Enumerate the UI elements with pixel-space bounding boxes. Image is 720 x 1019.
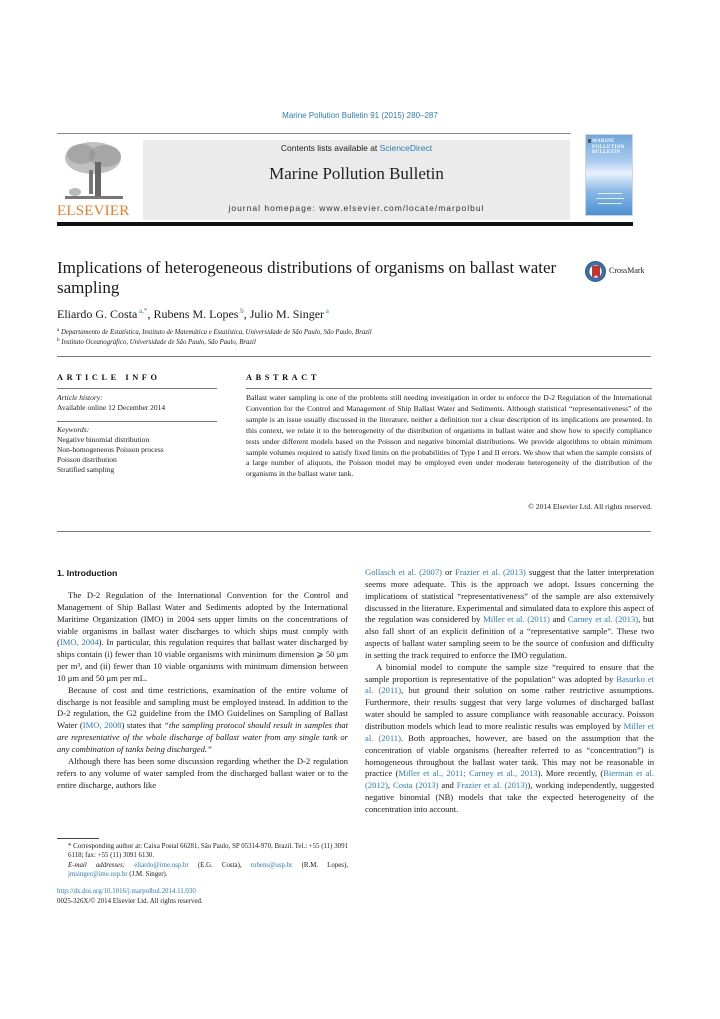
citation-link[interactable]: Gollasch et al. (2007): [365, 567, 442, 577]
author-affiliation-mark[interactable]: b: [240, 307, 244, 315]
text: ,: [387, 780, 394, 791]
text: and: [438, 780, 457, 791]
keywords-label: Keywords:: [57, 425, 90, 434]
author-affiliation-mark[interactable]: a,*: [139, 307, 148, 315]
masthead: [143, 140, 570, 220]
citation-link[interactable]: Bierman et al. (2012): [365, 768, 654, 791]
masthead-divider: [57, 133, 571, 134]
crossmark-label: CrossMark: [609, 266, 645, 275]
divider: [57, 388, 217, 389]
email-link[interactable]: jmsinger@ime.usp.br: [68, 871, 128, 879]
affiliation: [57, 328, 372, 336]
keyword: Negative binomial distribution: [57, 435, 150, 444]
divider: [246, 388, 652, 389]
author-affiliation-mark[interactable]: a: [325, 307, 329, 315]
citation-link[interactable]: IMO, 2008: [82, 720, 122, 731]
citation-link[interactable]: Frazier et al. (2013): [455, 567, 526, 577]
contents-prefix: Contents lists available at: [280, 143, 380, 153]
text: , but also fall short of an explicit definition of a “representative sample”. These two aspects of ballast water sampling seem to be the source of confusion and difficulty in setting the track required to enforce the IMO regulation.: [365, 614, 655, 660]
elsevier-logo[interactable]: [57, 138, 129, 220]
text: A binomial model to compute the sample size “required to ensure that the sample proportion is representative of the population” was adopted by: [365, 661, 654, 684]
citation-link[interactable]: Frazier et al. (2013): [456, 780, 528, 791]
cover-wave-decoration: [598, 193, 622, 194]
paragraph: [57, 590, 348, 685]
email-link[interactable]: eliardo@ime.usp.br: [134, 861, 189, 869]
abstract-copyright: © 2014 Elsevier Ltd. All rights reserved.: [528, 502, 652, 511]
paragraph: [57, 685, 348, 756]
footnote-divider: [57, 838, 99, 839]
email-label: E-mail addresses:: [68, 861, 135, 869]
journal-cover-thumbnail[interactable]: [585, 134, 633, 216]
paragraph: [365, 662, 654, 816]
citation-link[interactable]: Miller et al. (2011): [483, 614, 550, 625]
article-history: [57, 393, 217, 413]
affiliation-mark: b: [57, 338, 60, 343]
cover-wave-decoration: [598, 203, 622, 204]
text: ). More recently, (: [537, 768, 604, 779]
journal-reference-link[interactable]: Marine Pollution Bulletin 91 (2015) 280–287: [282, 111, 438, 120]
abstract-text: Ballast water sampling is one of the problems still needing investigation in order to enforce the D-2 Regulation of the International Convention for the Control and Management of Ship Ballast Water and Sediments. Although statistical “representativeness” of the sample is an issue usually discussed in the literature, neither a definition nor a clear description of its implications are presented. In this context, we relate it to the heterogeneity of the distribution of organisms in ballast water and show how to specify compliance tests under different models based on the Poisson and negative binomial distributions. We provide algorithms to obtain minimum sample volumes required to satisfy fixed limits on the probabilities of Type I and II errors. We show that when the sample consists of a large number of aliquots, the Poisson model may be employed even under moderate heterogeneity of the distribution of the organisms in the ballast water tank.: [246, 393, 652, 479]
crossmark-button[interactable]: [585, 261, 675, 283]
citation-link[interactable]: Miller et al. (2011): [365, 720, 654, 743]
citation-link[interactable]: Miller et al., 2011; Carney et al., 2013: [398, 768, 538, 779]
citation-link[interactable]: Costa (2013): [393, 780, 439, 791]
paragraph: [365, 567, 654, 662]
text: , but ground their solution on some rather restrictive assumptions. Furthermore, their results suggest that very large volumes of discharged ballast water should be sampled to assure compliance with reasonable accuracy. Poisson distribution models which lead to more realistic results was employed by: [365, 685, 655, 731]
email-addresses: [57, 861, 348, 880]
text: ), working independently, suggested negative binomial (NB) models that take the expected heterogeneity of the concentration into account.: [365, 780, 655, 814]
text: ). In particular, this regulation requires that ballast water discharged by ships contain (i) fewer than 10 viable organisms with minimum dimension ⩾ 50 μm per m³, and (ii) fewer than 10 viable organisms with minimum dimension between 10 μm and 50 μm per mL.: [57, 637, 348, 683]
text: (E.G. Costa),: [188, 861, 251, 869]
text: ) states that: [121, 720, 165, 731]
corresponding-author-note: * Corresponding author at: Caixa Postal 66281, São Paulo, SP 05314-970, Brazil. Tel.: +55 (11) 3091 6118; fax: +55 (11) 3091 6130.: [68, 843, 348, 860]
author-name[interactable]: Julio M. Singer: [249, 307, 325, 321]
journal-homepage-link[interactable]: journal homepage: www.elsevier.com/locate/marpolbul: [228, 203, 485, 213]
journal-title: Marine Pollution Bulletin: [269, 164, 444, 183]
paragraph: Although there has been some discussion regarding whether the D-2 regulation refers to any volume of water sampled from the discharged ballast water or to the entire discharge, authors like: [57, 755, 348, 790]
cover-title-line: POLLUTION: [592, 144, 625, 150]
text: suggest that the latter interpretation seems more adequate. This is the approach we adopt. Issues concerning the implications of statistical “representativeness” of the sample are also extensively discussed in the literature. Experimental and simulated data to explore this aspect of the regulation was considered by: [365, 567, 654, 625]
citation-link[interactable]: Basurko et al. (2011): [365, 673, 654, 696]
crossmark-icon: [585, 261, 606, 282]
section-heading-introduction: 1. Introduction: [57, 568, 118, 578]
text: Because of cost and time restrictions, examination of the entire volume of discharge is not feasible and sampling must be employed instead. In addition to the D-2 regulation, the G2 guideline from the IMO Guidelines on Sampling of Ballast Water (: [57, 684, 348, 731]
doi-link[interactable]: http://dx.doi.org/10.1016/j.marpolbul.2014.11.030: [57, 888, 196, 895]
footnotes: [57, 842, 348, 880]
elsevier-tree-icon: [61, 140, 125, 202]
sciencedirect-link[interactable]: ScienceDirect: [379, 143, 433, 153]
text: (J.M. Singer).: [127, 871, 168, 879]
text: The D-2 Regulation of the International Convention for the Control and Management of Ship Ballast Water and Sediments adopted by the International Maritime Organization (IMO) in 2004 sets upper limits on the concentrations of viable organisms in ballast water discharges to which ships must comply with (: [57, 590, 348, 648]
email-link[interactable]: rubens@usp.br: [250, 861, 293, 869]
keywords-block: [57, 425, 217, 475]
cover-title: [592, 139, 625, 156]
affiliation-mark: a: [57, 328, 60, 333]
citation-link[interactable]: IMO, 2004: [59, 637, 99, 648]
body-column-left: [57, 590, 348, 791]
divider: [57, 421, 217, 422]
issn-copyright: 0025-326X/© 2014 Elsevier Ltd. All rights reserved.: [57, 898, 203, 905]
cover-title-line: BULLETIN: [592, 150, 621, 155]
article-title: Implications of heterogeneous distributions of organisms on ballast water sampling: [57, 258, 557, 297]
contents-line: [143, 143, 570, 153]
cover-wave-decoration: [596, 198, 624, 199]
text: (R.M. Lopes),: [292, 861, 349, 869]
keyword: Stratified sampling: [57, 465, 115, 474]
elsevier-wordmark: ELSEVIER: [57, 203, 130, 219]
citation-link[interactable]: Carney et al. (2013): [567, 614, 639, 625]
cover-title-line: MARINE: [592, 139, 615, 144]
divider: [57, 531, 651, 532]
keyword: Poisson distribution: [57, 455, 117, 464]
text: and: [549, 614, 568, 625]
article-history-label: Article history:: [57, 393, 103, 402]
abstract-heading: ABSTRACT: [246, 373, 320, 382]
author-name[interactable]: Eliardo G. Costa: [57, 307, 138, 321]
elsevier-mini-logo-icon: [588, 139, 591, 143]
quoted-text: “the sampling protocol should result in samples that are representative of the whole discharge of ballast water from any single tank or any combination of tanks being discharged.”: [57, 720, 348, 754]
masthead-thick-rule: [57, 222, 633, 226]
affiliation: [57, 338, 256, 346]
affiliation-text: Departamento de Estatística, Instituto de Matemática e Estatística, Universidade de São Paulo, São Paulo, Brazil: [60, 329, 372, 336]
text: . Both approaches, however, are based on the assumption that the concentration of viable organisms (hereafter referred to as “concentration”) is homogeneous throughout the ballast water tank. This may not be reasonable in practice (: [365, 732, 654, 779]
article-history-value: Available online 12 December 2014: [57, 403, 166, 412]
keyword: Non-homogeneous Poisson process: [57, 445, 164, 454]
author-list: Eliardo G. Costa $^{a,*}$, Rubens M. Lopes $^b$, Julio M. Singer $^a$: [57, 307, 329, 321]
doi-block: [57, 887, 203, 907]
text: or: [442, 567, 456, 577]
divider: [57, 356, 651, 357]
article-info-heading: ARTICLE INFO: [57, 373, 161, 382]
body-column-right: [365, 567, 654, 816]
affiliation-text: Instituto Oceanográfico, Universidade de São Paulo, São Paulo, Brazil: [61, 339, 256, 346]
author-name[interactable]: Rubens M. Lopes: [153, 307, 239, 321]
